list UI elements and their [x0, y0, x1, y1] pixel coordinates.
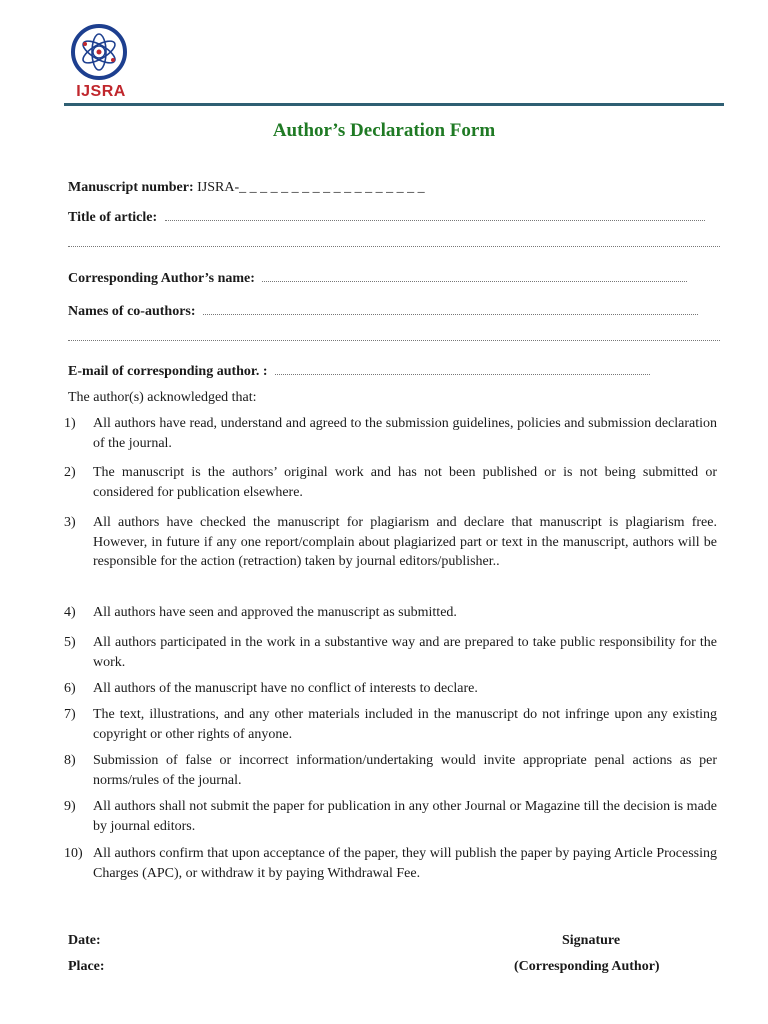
item-number: 3) [64, 515, 76, 530]
item-text: All authors shall not submit the paper for publication in any other Journal or Magazine till the decision is made by journal editors. [93, 799, 717, 834]
article-title-field[interactable] [68, 210, 720, 226]
item-text: Submission of false or incorrect information/undertaking would invite appropriate penal actions as per norms/rules of the journal. [93, 753, 717, 788]
list-item [64, 679, 717, 699]
corresponding-author-line [262, 281, 687, 282]
place-label: Place: [68, 959, 105, 974]
coauthors-label: Names of co-authors: [68, 304, 196, 319]
list-item [64, 513, 717, 572]
corresponding-author-label: Corresponding Author’s name: [68, 271, 255, 286]
header-divider [64, 103, 724, 106]
item-text: All authors have read, understand and agreed to the submission guidelines, policies and submission declaration of the journal. [93, 416, 717, 451]
article-title-line-2[interactable] [68, 246, 720, 247]
manuscript-number-value: IJSRA-_ _ _ _ _ _ _ _ _ _ _ _ _ _ _ _ _ _ [197, 180, 425, 195]
coauthors-line-2[interactable] [68, 340, 720, 341]
date-label: Date: [68, 933, 101, 948]
list-item [64, 797, 717, 836]
email-field[interactable] [68, 364, 720, 380]
article-title-line [165, 220, 705, 221]
email-line [275, 374, 650, 375]
item-number: 9) [64, 799, 76, 814]
item-number: 2) [64, 465, 76, 480]
list-item [64, 603, 717, 623]
item-number: 7) [64, 707, 76, 722]
list-item [64, 414, 717, 453]
item-number: 4) [64, 605, 76, 620]
item-text: All authors of the manuscript have no conflict of interests to declare. [93, 681, 478, 696]
atom-logo-icon [71, 24, 127, 80]
article-title-label: Title of article: [68, 210, 158, 225]
signature-sub-label: (Corresponding Author) [514, 959, 660, 974]
item-number: 10) [64, 846, 83, 861]
manuscript-number-field[interactable] [68, 180, 720, 196]
item-text: All authors have checked the manuscript for plagiarism and declare that manuscript is plagiarism free. However, in future if any one report/complain about plagiarized part or text in the manuscript, authors will be responsible for the action (retraction) taken by journal editors/publisher.. [93, 515, 717, 569]
coauthors-line [203, 314, 698, 315]
item-text: The text, illustrations, and any other materials included in the manuscript do not infringe upon any existing copyright or other rights of anyone. [93, 707, 717, 742]
item-number: 8) [64, 753, 76, 768]
list-item [64, 463, 717, 502]
item-number: 1) [64, 416, 76, 431]
form-title: Author’s Declaration Form [272, 120, 496, 141]
list-item [64, 633, 717, 672]
manuscript-number-label: Manuscript number: [68, 180, 194, 195]
item-text: The manuscript is the authors’ original work and has not been published or is not being submitted or considered for publication elsewhere. [93, 465, 717, 500]
item-text: All authors have seen and approved the manuscript as submitted. [93, 605, 457, 620]
email-label: E-mail of corresponding author. : [68, 364, 268, 379]
item-number: 6) [64, 681, 76, 696]
corresponding-author-field[interactable] [68, 271, 720, 287]
logo-text: IJSRA [76, 83, 126, 100]
coauthors-field[interactable] [68, 304, 720, 320]
item-text: All authors confirm that upon acceptance of the paper, they will publish the paper by paying Article Processing Charges (APC), or withdraw it by paying Withdrawal Fee. [93, 846, 717, 881]
acknowledgement-intro: The author(s) acknowledged that: [68, 390, 257, 405]
list-item [64, 705, 717, 744]
item-text: All authors participated in the work in a substantive way and are prepared to take public responsibility for the work. [93, 635, 717, 670]
list-item [64, 844, 717, 883]
signature-label: Signature [562, 933, 621, 948]
journal-logo [66, 24, 136, 104]
list-item [64, 751, 717, 790]
item-number: 5) [64, 635, 76, 650]
